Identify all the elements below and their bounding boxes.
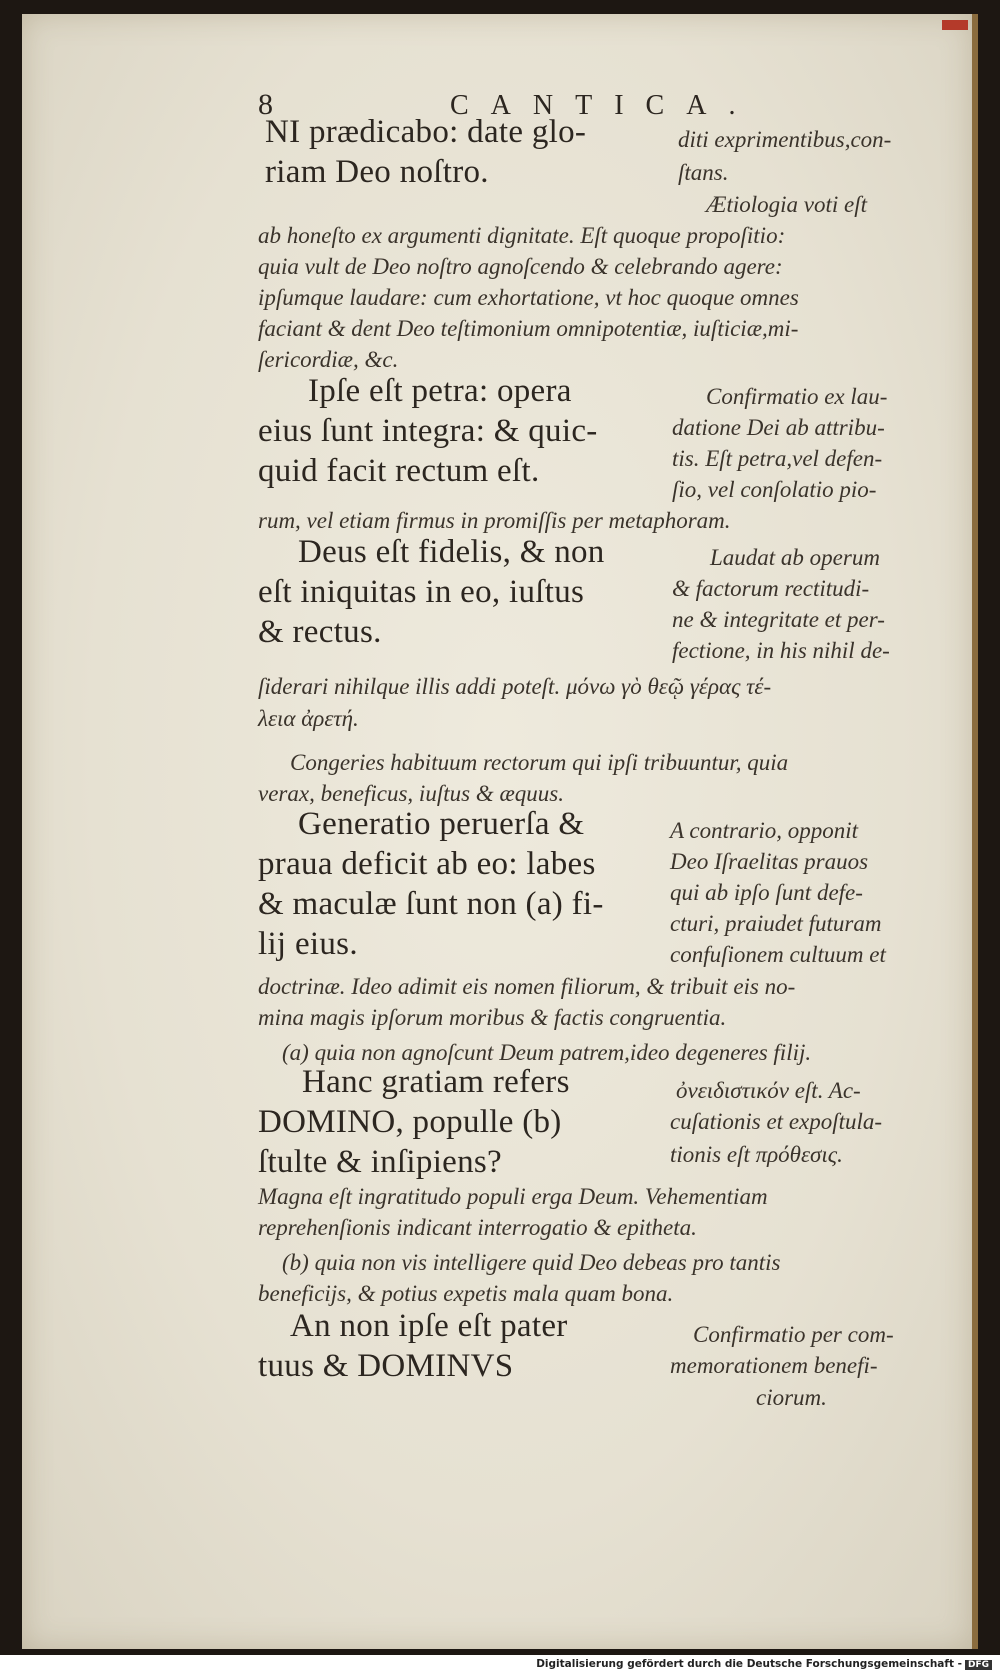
commentary-line: ὀνειδιστικόν eſt. Ac-: [676, 1078, 861, 1103]
running-title: CANTICA.: [450, 90, 758, 121]
commentary-line: Ætiologia voti eſt: [706, 192, 867, 217]
commentary-line: tis. Eſt petra,vel defen-: [672, 446, 883, 471]
commentary-line: λεια ἀρετή.: [258, 706, 359, 731]
commentary-line: beneficijs, & potius expetis mala quam bona.: [258, 1281, 674, 1306]
commentary-line: doctrinæ. Ideo adimit eis nomen filiorum, & tribuit eis no-: [258, 974, 796, 999]
commentary-line: memorationem benefi-: [670, 1353, 878, 1378]
commentary-line: reprehenſionis indicant interrogatio & epitheta.: [258, 1215, 697, 1240]
commentary-line: Confirmatio ex lau-: [706, 384, 888, 409]
verse-line: An non ipſe eſt pater: [290, 1308, 568, 1344]
commentary-line: ab honeſto ex argumenti dignitate. Eſt quoque propoſitio:: [258, 223, 786, 248]
verse-line: & rectus.: [258, 614, 382, 650]
verse-line: eius ſunt integra: & quic-: [258, 413, 598, 449]
commentary-line: verax, beneficus, iuſtus & æquus.: [258, 781, 564, 806]
commentary-line: fectione, in his nihil de-: [672, 638, 890, 663]
verse-line: riam Deo noſtro.: [265, 154, 489, 190]
verse-line: lij eius.: [258, 926, 358, 962]
commentary-line: (a) quia non agnoſcunt Deum patrem,ideo degeneres filij.: [282, 1040, 812, 1065]
commentary-line: ne & integritate et per-: [672, 607, 885, 632]
commentary-line: ciorum.: [756, 1385, 827, 1410]
commentary-line: ipſumque laudare: cum exhortatione, vt hoc quoque omnes: [258, 285, 799, 310]
commentary-line: Deo Iſraelitas prauos: [670, 849, 869, 874]
verse-line: Hanc gratiam refers: [302, 1064, 570, 1100]
commentary-line: rum, vel etiam firmus in promiſſis per metaphoram.: [258, 508, 731, 533]
page-number: 8: [258, 88, 273, 121]
commentary-line: faciant & dent Deo teſtimonium omnipotentiæ, iuſticiæ,mi-: [258, 316, 799, 341]
commentary-line: ſericordiæ, &c.: [258, 347, 399, 372]
commentary-line: qui ab ipſo ſunt defe-: [670, 880, 863, 905]
commentary-line: Laudat ab operum: [710, 545, 880, 570]
verse-line: eſt iniquitas in eo, iuſtus: [258, 574, 585, 610]
verse-line: tuus & DOMINVS: [258, 1348, 514, 1384]
commentary-line: Congeries habituum rectorum qui ipſi tribuuntur, quia: [290, 750, 789, 775]
commentary-line: ſio, vel conſolatio pio-: [672, 477, 877, 502]
commentary-line: mina magis ipſorum moribus & factis congruentia.: [258, 1005, 727, 1030]
commentary-line: quia vult de Deo noſtro agnoſcendo & celebrando agere:: [258, 254, 783, 279]
commentary-line: ſtans.: [678, 160, 729, 185]
digitization-credit: [536, 1658, 992, 1670]
verse-line: Deus eſt fidelis, & non: [298, 534, 605, 570]
credit-text: Digitalisierung gefördert durch die Deutsche Forschungsgemeinschaft -: [536, 1658, 962, 1670]
commentary-line: (b) quia non vis intelligere quid Deo debeas pro tantis: [282, 1250, 781, 1275]
commentary-line: confuſionem cultuum et: [670, 942, 886, 967]
page-marker-tab: [942, 20, 968, 30]
commentary-line: diti exprimentibus,con-: [678, 127, 892, 152]
commentary-line: cuſationis et expoſtula-: [670, 1109, 883, 1134]
commentary-line: ſiderari nihilque illis addi poteſt. μόνω γὸ θεῷ γέρας τέ-: [258, 674, 772, 699]
commentary-line: & factorum rectitudi-: [672, 576, 870, 601]
commentary-line: A contrario, opponit: [670, 818, 859, 843]
dfg-logo: DFG: [965, 1660, 992, 1670]
verse-line: Ipſe eſt petra: opera: [308, 373, 572, 409]
commentary-line: datione Dei ab attribu-: [672, 415, 885, 440]
verse-line: ſtulte & inſipiens?: [258, 1144, 502, 1180]
verse-line: NI prædicabo: date glo-: [265, 114, 587, 150]
commentary-line: cturi, praiudet futuram: [670, 911, 882, 936]
verse-line: quid facit rectum eſt.: [258, 453, 540, 489]
commentary-line: Confirmatio per com-: [693, 1322, 894, 1347]
commentary-line: Magna eſt ingratitudo populi erga Deum. Vehementiam: [258, 1184, 768, 1209]
commentary-line: tionis eſt πρόθεσις.: [670, 1142, 843, 1167]
verse-line: Generatio peruerſa &: [298, 806, 585, 842]
verse-line: & maculæ ſunt non (a) fi-: [258, 886, 604, 922]
verse-line: praua deficit ab eo: labes: [258, 846, 596, 882]
verse-line: DOMINO, populle (b): [258, 1104, 562, 1140]
